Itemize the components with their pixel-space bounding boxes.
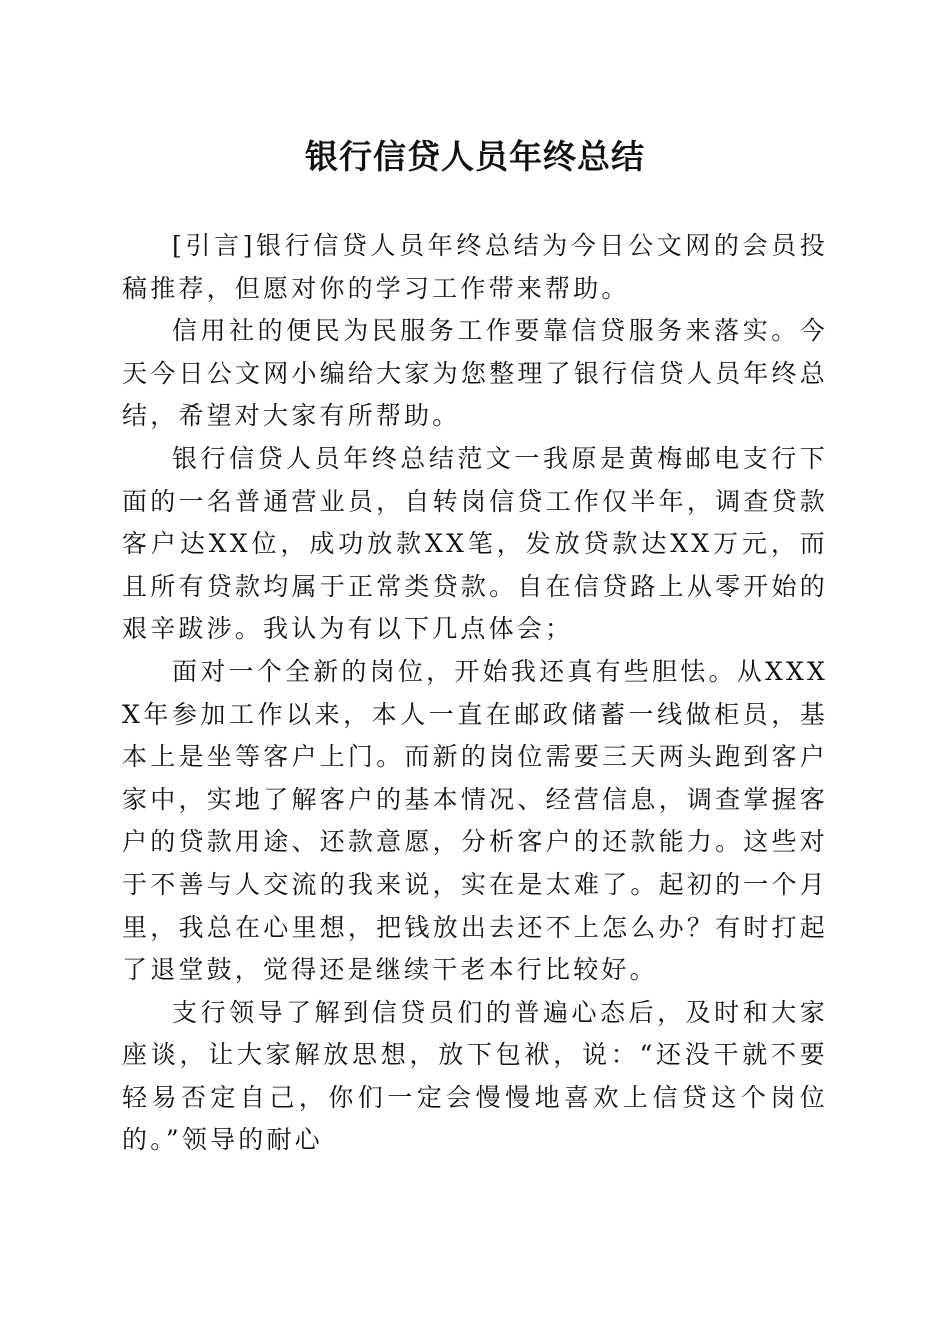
paragraph-new-position: 面对一个全新的岗位，开始我还真有些胆怯。从XXXX年参加工作以来，本人一直在邮政储蓄一线做柜员，基本上是坐等客户上门。而新的岗位需要三天两头跑到客户家中，实地了解客户的基本情况、经营信息，调查掌握客户的贷款用途、还款意愿，分析客户的还款能力。这些对于不善与人交流的我来说，实在是太难了。起初的一个月里，我总在心里想，把钱放出去还不上怎么办？有时打起了退堂鼓，觉得还是继续干老本行比较好。 (122, 656, 828, 985)
paragraph-leadership: 支行领导了解到信贷员们的普遍心态后，及时和大家座谈，让大家解放思想，放下包袱，说：“还没干就不要轻易否定自己，你们一定会慢慢地喜欢上信贷这个岗位的。”领导的耐心 (122, 997, 828, 1155)
document-body (122, 225, 828, 1162)
paragraph-sample-one: 银行信贷人员年终总结范文一我原是黄梅邮电支行下面的一名普通营业员，自转岗信贷工作仅半年，调查贷款客户达XX位，成功放款XX笔，发放贷款达XX万元，而且所有贷款均属于正常类贷款。自在信贷路上从零开始的艰辛跋涉。我认为有以下几点体会； (122, 443, 828, 644)
paragraph-overview: 信用社的便民为民服务工作要靠信贷服务来落实。今天今日公文网小编给大家为您整理了银行信贷人员年终总结，希望对大家有所帮助。 (122, 316, 828, 431)
document-title: 银行信贷人员年终总结 (305, 137, 645, 176)
paragraph-intro: [引言]银行信贷人员年终总结为今日公文网的会员投稿推荐，但愿对你的学习工作带来帮助。 (122, 231, 828, 303)
